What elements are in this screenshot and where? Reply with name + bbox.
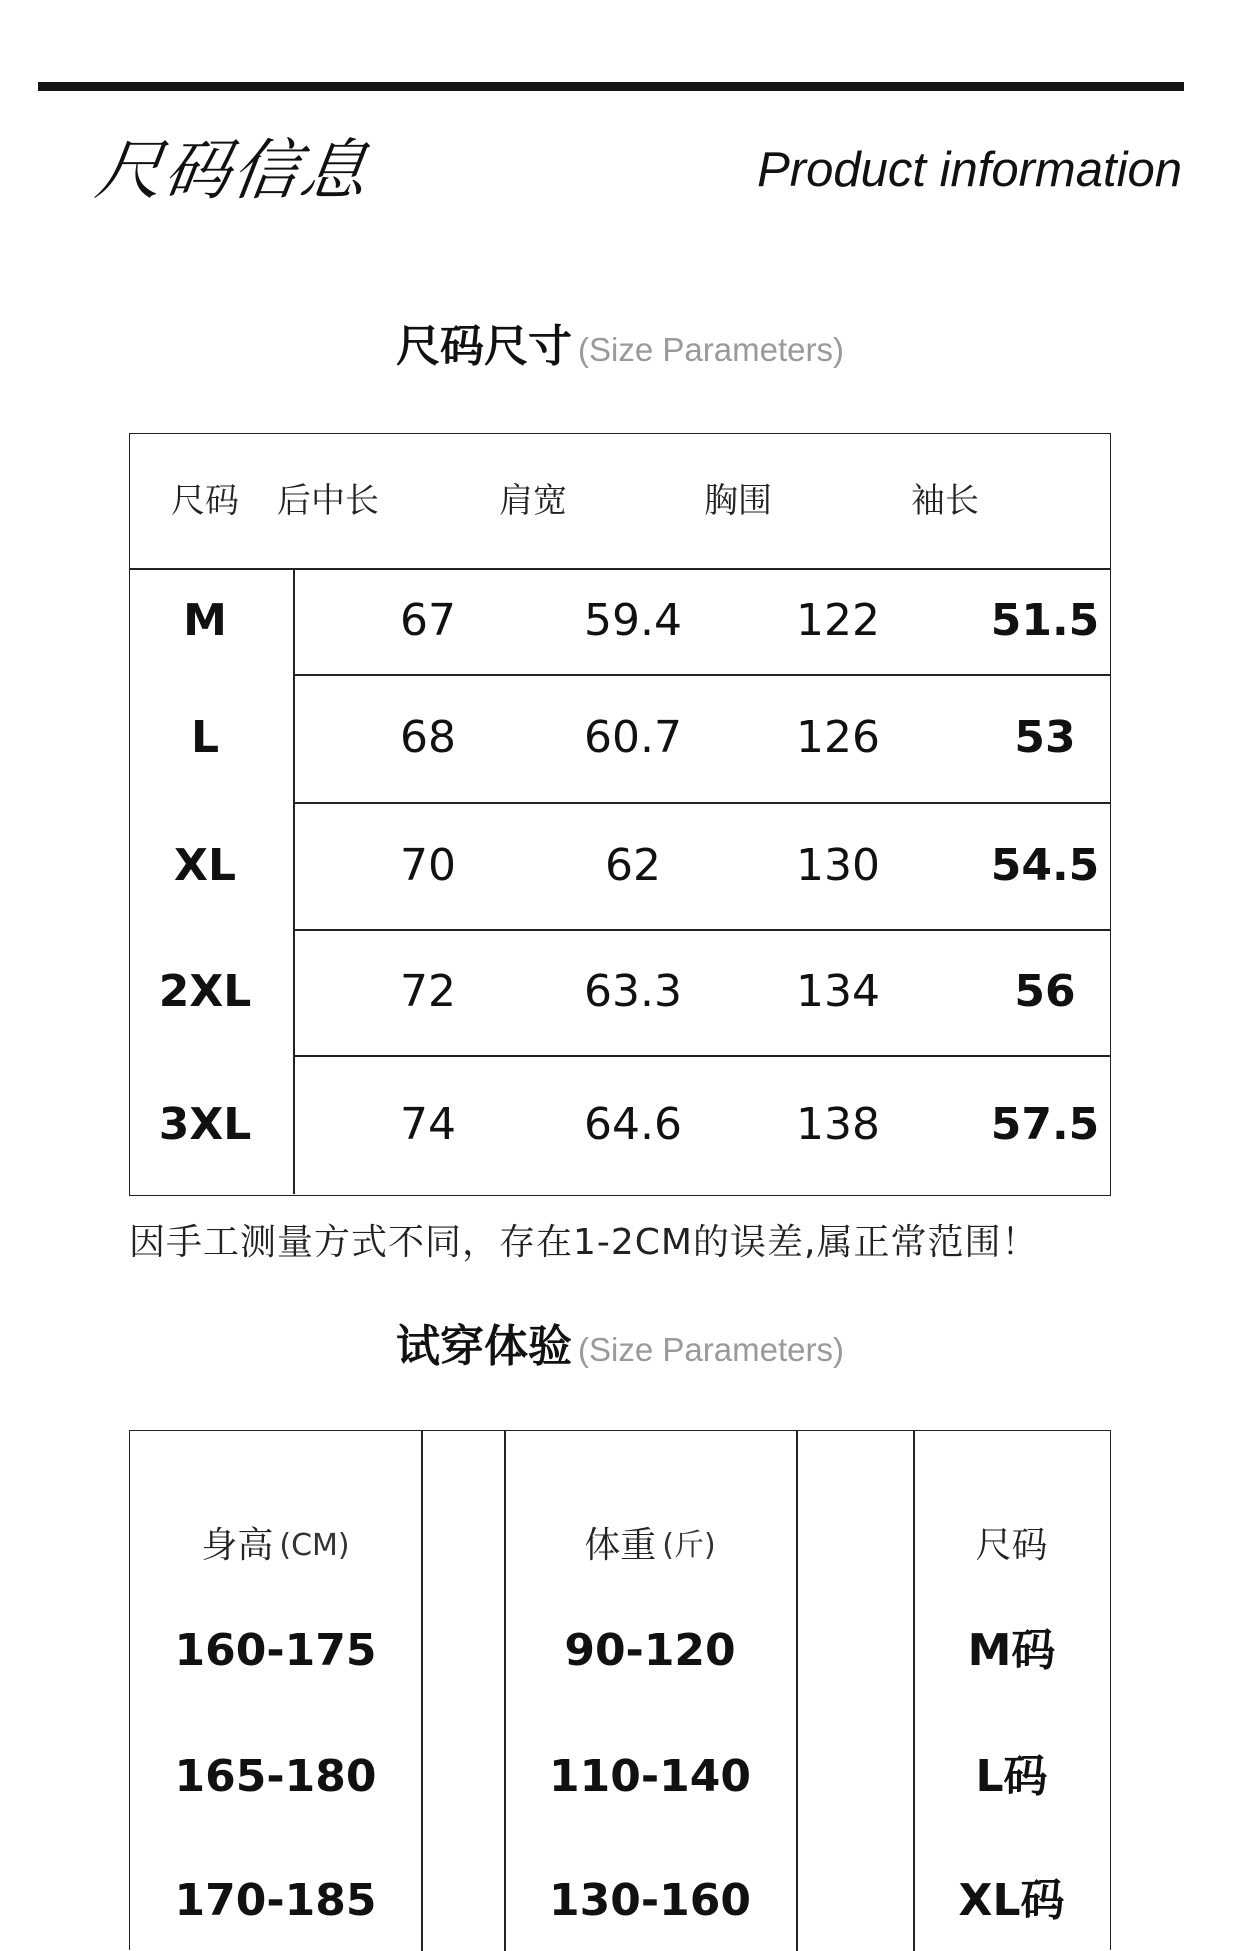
- table-cell: 126: [796, 712, 880, 763]
- weight-range: 110-140: [549, 1751, 751, 1802]
- column-header-size: 尺码: [171, 481, 239, 521]
- size-section-title-cn: 尺码尺寸: [396, 321, 573, 372]
- table-cell: 62: [605, 839, 661, 891]
- fit-section-title-cn: 试穿体验: [396, 1321, 573, 1372]
- height-range: 170-185: [174, 1875, 377, 1926]
- height-header-unit: (CM): [279, 1528, 350, 1563]
- table-cell: 138: [796, 1098, 880, 1150]
- recommended-size: L码: [975, 1751, 1048, 1802]
- table-cell: 51.5: [990, 595, 1100, 646]
- column-header-shoulder: 肩宽: [499, 481, 567, 521]
- weight-range: 130-160: [549, 1875, 751, 1926]
- table-cell: 70: [400, 839, 456, 891]
- fit-table: [129, 1430, 1111, 1950]
- column-divider: [421, 1431, 423, 1951]
- page-title-cn: 尺码信息: [91, 132, 375, 209]
- size-column-divider: [293, 568, 295, 1194]
- table-cell: 56: [1014, 966, 1076, 1017]
- fit-section-title-en: (Size Parameters): [578, 1331, 844, 1368]
- table-cell: 60.7: [584, 712, 682, 763]
- recommended-size: XL码: [958, 1875, 1065, 1926]
- column-header-chest: 胸围: [704, 481, 772, 521]
- column-header-back-length: 后中长: [277, 481, 379, 521]
- table-cell: 122: [796, 595, 880, 646]
- weight-header-label: 体重: [584, 1525, 657, 1566]
- table-cell: 130: [796, 839, 880, 891]
- page-title-en: Product information: [757, 143, 1182, 197]
- size-label: L: [190, 712, 220, 763]
- fit-section-title: [0, 1310, 1240, 1374]
- table-cell: 59.4: [584, 595, 682, 646]
- column-header-size: 尺码: [975, 1525, 1048, 1566]
- weight-range: 90-120: [564, 1625, 736, 1676]
- recommended-size: M码: [967, 1625, 1056, 1676]
- column-header-sleeve: 袖长: [911, 481, 979, 521]
- column-header-weight: [504, 1516, 796, 1576]
- table-cell: 54.5: [990, 839, 1100, 891]
- size-label: 2XL: [158, 966, 252, 1017]
- top-divider: [38, 82, 1184, 91]
- table-cell: 74: [400, 1098, 456, 1150]
- height-header-label: 身高: [201, 1525, 274, 1566]
- size-table: [129, 433, 1111, 1196]
- size-label: M: [183, 595, 227, 646]
- table-cell: 63.3: [584, 966, 682, 1017]
- table-cell: 67: [400, 595, 456, 646]
- height-range: 165-180: [174, 1751, 377, 1802]
- table-cell: 53: [1014, 712, 1076, 763]
- table-cell: 64.6: [584, 1098, 682, 1150]
- size-label: 3XL: [158, 1098, 252, 1150]
- table-cell: 57.5: [990, 1098, 1100, 1150]
- table-cell: 68: [400, 712, 456, 763]
- height-range: 160-175: [174, 1625, 377, 1676]
- measurement-note: 因手工测量方式不同，存在1-2CM的误差,属正常范围！: [129, 1222, 1039, 1263]
- weight-header-unit: (斤): [662, 1528, 716, 1563]
- column-divider: [796, 1431, 798, 1951]
- column-header-height: [130, 1516, 421, 1576]
- size-label: XL: [174, 839, 236, 891]
- table-cell: 72: [400, 966, 456, 1017]
- table-cell: 134: [796, 966, 880, 1017]
- size-section-title-en: (Size Parameters): [578, 331, 844, 368]
- size-section-title: [0, 310, 1240, 374]
